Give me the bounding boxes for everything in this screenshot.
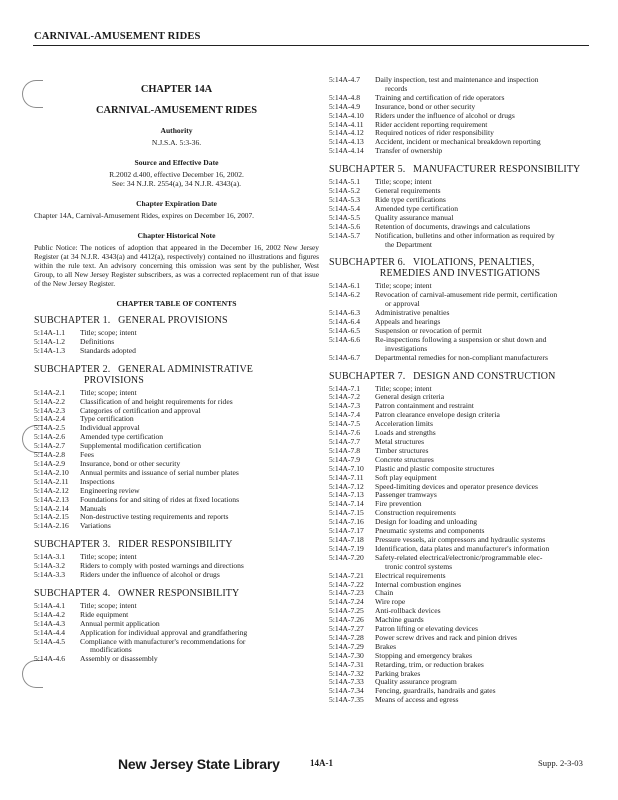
toc-entry-number: 5:14A-7.6 (329, 428, 361, 438)
toc-entry-title: Title; scope; intent (80, 600, 137, 610)
chapter-title: CHAPTER 14A (140, 84, 213, 95)
authority-text: N.J.S.A. 5:3-36. (151, 138, 202, 147)
toc-entry (329, 687, 591, 696)
toc-entry-number: 5:14A-4.5 (34, 636, 66, 646)
toc-entry-number: 5:14A-5.1 (329, 177, 361, 187)
toc-entry-title: Amended type certification (80, 432, 164, 442)
toc-entry-title: Non-destructive testing requirements and reports (80, 512, 229, 522)
expiration-heading: Chapter Expiration Date (136, 199, 217, 208)
toc-entry-title: Patron lifting or elevating devices (375, 624, 478, 634)
toc-entry-number: 5:14A-7.9 (329, 454, 361, 464)
toc-entry-title: Internal combustion engines (375, 579, 462, 589)
toc-entry (329, 385, 591, 394)
toc-entry (34, 513, 319, 522)
toc-entry-number: 5:14A-7.35 (329, 695, 364, 705)
toc-entry (34, 424, 319, 433)
toc-entry (329, 76, 591, 94)
toc-entry-number: 5:14A-3.1 (34, 552, 66, 562)
toc-entry (329, 607, 591, 616)
toc-entry-title: Pneumatic systems and components (375, 526, 485, 536)
toc-entry-number: 5:14A-7.16 (329, 517, 364, 527)
toc-entry-title: Design for loading and unloading (375, 517, 478, 527)
toc-entry (329, 670, 591, 679)
subchapter-heading: SUBCHAPTER 1. GENERAL PROVISIONS (34, 315, 228, 326)
toc-entry (34, 571, 319, 580)
toc-entry-number: 5:14A-4.1 (34, 600, 66, 610)
toc-entry-number: 5:14A-4.6 (34, 654, 66, 664)
toc-entry-title: Insurance, bond or other security (80, 458, 181, 468)
toc-entry-number: 5:14A-7.7 (329, 437, 361, 446)
toc-entry-title: Revocation of carnival-amusement ride permit, certification or approval (375, 290, 558, 309)
toc-entry-number: 5:14A-7.22 (329, 579, 364, 589)
toc-entry (329, 634, 591, 643)
subchapter-heading: SUBCHAPTER 7. DESIGN AND CONSTRUCTION (329, 370, 556, 382)
toc-entry-title: Ride type certifications (375, 194, 446, 204)
toc-entry (329, 491, 591, 500)
toc-entry-number: 5:14A-5.6 (329, 221, 361, 231)
toc-entry-number: 5:14A-1.3 (34, 345, 66, 355)
toc-entry-title: Title; scope; intent (80, 552, 137, 562)
toc-entry-number: 5:14A-7.1 (329, 383, 361, 393)
toc-entry (34, 611, 319, 620)
toc-entry-number: 5:14A-5.2 (329, 186, 361, 196)
toc-entry-title: Re-inspections following a suspension or shut down and investigations (375, 334, 547, 353)
toc-entry-title: Riders under the influence of alcohol or drugs (375, 110, 515, 120)
toc-entry-title: Classification of and height requirements for rides (80, 396, 233, 406)
toc-entry-number: 5:14A-2.16 (34, 521, 69, 531)
toc-entry-number: 5:14A-4.9 (329, 101, 361, 111)
toc-entry-number: 5:14A-2.9 (34, 458, 66, 468)
toc-entry (329, 336, 591, 354)
toc-entry-number: 5:14A-7.14 (329, 499, 364, 509)
toc-entry (329, 447, 591, 456)
toc-entry-title: Type certification (80, 414, 134, 424)
toc-entry-number: 5:14A-7.17 (329, 526, 364, 536)
toc-entry-title: Suspension or revocation of permit (375, 325, 482, 335)
toc-entry-title: Amended type certification (375, 203, 459, 213)
toc-entry-title: Concrete structures (375, 454, 434, 464)
toc-entry-number: 5:14A-7.25 (329, 606, 364, 616)
toc-entry-number: 5:14A-6.5 (329, 325, 361, 335)
toc-entry-number: 5:14A-5.5 (329, 212, 361, 222)
toc-entry-number: 5:14A-4.13 (329, 137, 364, 147)
toc-entry-number: 5:14A-4.14 (329, 146, 364, 156)
toc-entry-number: 5:14A-7.23 (329, 588, 364, 598)
subchapter-heading: SUBCHAPTER 6. VIOLATIONS, PENALTIES, REMEDIES AND INVESTIGATIONS (329, 257, 541, 280)
toc-entry-number: 5:14A-7.32 (329, 668, 364, 678)
toc-entry-title: General design criteria (375, 392, 445, 402)
toc-entry-title: Means of access and egress (375, 695, 459, 705)
chapter-name: CARNIVAL-AMUSEMENT RIDES (96, 105, 257, 116)
toc-entry-title: General requirements (375, 186, 441, 196)
toc-entry (329, 354, 591, 363)
toc-entry-title: Title; scope; intent (80, 387, 137, 397)
toc-entry-title: Patron containment and restraint (375, 401, 474, 411)
toc-entry (329, 178, 591, 187)
toc-entry (329, 598, 591, 607)
toc-entry-title: Application for individual approval and grandfathering (80, 627, 248, 637)
toc-entry-title: Identification, data plates and manufacturer's information (375, 543, 550, 553)
toc-entry-number: 5:14A-7.34 (329, 686, 364, 696)
right-toc (329, 164, 591, 713)
left-column (34, 78, 319, 672)
toc-entry (329, 429, 591, 438)
toc-entry-title: Acceleration limits (375, 419, 433, 429)
toc-entry-number: 5:14A-2.13 (34, 494, 69, 504)
toc-entry-number: 5:14A-7.2 (329, 392, 361, 402)
right-toc-continued (329, 76, 591, 156)
toc-entry (329, 554, 591, 572)
toc-entry-title: Accident, incident or mechanical breakdown reporting (375, 137, 541, 147)
toc-entry-title: Parking brakes (375, 668, 421, 678)
toc-entry (329, 187, 591, 196)
toc-entry-number: 5:14A-7.28 (329, 632, 364, 642)
toc-entry-title: Transfer of ownership (375, 146, 443, 156)
toc-entry-title: Inspections (80, 476, 115, 486)
toc-entry-number: 5:14A-1.1 (34, 328, 66, 337)
toc-entry-title: Retention of documents, drawings and calculations (375, 221, 531, 231)
toc-entry-number: 5:14A-4.10 (329, 110, 364, 120)
toc-entry-number: 5:14A-7.3 (329, 401, 361, 411)
toc-entry-title: Standards adopted (80, 345, 136, 355)
expiration-text: Chapter 14A, Carnival-Amusement Rides, expires on December 16, 2007. (34, 211, 255, 220)
toc-entry (329, 196, 591, 205)
toc-entry-number: 5:14A-5.7 (329, 230, 361, 240)
toc-entry-number: 5:14A-2.15 (34, 512, 69, 522)
toc-entry (329, 465, 591, 474)
toc-entry (34, 338, 319, 347)
toc-entry-title: Annual permit application (80, 618, 160, 628)
toc-entry-title: Riders to comply with posted warnings and directions (80, 561, 244, 571)
header-rule (33, 45, 589, 46)
source-line-1: R.2002 d.400, effective December 16, 2002. (109, 170, 244, 179)
toc-entry-number: 5:14A-7.18 (329, 534, 364, 544)
toc-entry-number: 5:14A-1.2 (34, 336, 66, 346)
toc-entry-number: 5:14A-7.33 (329, 677, 364, 687)
toc-entry-title: Appeals and hearings (375, 317, 441, 327)
subchapter-heading: SUBCHAPTER 2. GENERAL ADMINISTRATIVE PROVISIONS (34, 363, 253, 386)
toc-entry-number: 5:14A-6.6 (329, 334, 361, 344)
left-toc (34, 315, 319, 672)
toc-entry-title: Definitions (80, 336, 115, 346)
toc-entry-title: Required notices of rider responsibility (375, 128, 494, 138)
toc-entry-number: 5:14A-4.3 (34, 618, 66, 628)
toc-entry-number: 5:14A-7.12 (329, 481, 364, 491)
toc-entry-title: Daily inspection, test and maintenance and inspection records (375, 75, 539, 93)
toc-entry-title: Electrical requirements (375, 570, 446, 580)
toc-entry-number: 5:14A-7.10 (329, 463, 364, 473)
toc-entry-number: 5:14A-4.11 (329, 119, 364, 129)
toc-entry-number: 5:14A-6.4 (329, 317, 361, 327)
toc-entry-number: 5:14A-2.5 (34, 423, 66, 433)
toc-entry (34, 469, 319, 478)
toc-entry (34, 522, 319, 531)
toc-entry-title: Soft play equipment (375, 472, 437, 482)
toc-entry-title: Metal structures (375, 437, 425, 446)
toc-entry (34, 638, 319, 656)
source-line-2: See: 34 N.J.R. 2554(a), 34 N.J.R. 4343(a). (111, 179, 242, 188)
page-number: 14A-1 (310, 758, 333, 768)
toc-entry-number: 5:14A-2.3 (34, 405, 66, 415)
toc-entry (329, 205, 591, 214)
toc-entry-number: 5:14A-6.3 (329, 308, 361, 318)
toc-entry-number: 5:14A-2.1 (34, 387, 66, 397)
toc-entry-title: Plastic and plastic composite structures (375, 463, 495, 473)
toc-entry-title: Insurance, bond or other security (375, 101, 476, 111)
toc-entry-number: 5:14A-2.7 (34, 441, 66, 451)
toc-entry-title: Timber structures (375, 445, 429, 455)
toc-entry-title: Departmental remedies for non-compliant manufacturers (375, 352, 548, 362)
toc-entry-title: Ride equipment (80, 609, 129, 619)
toc-entry-title: Training and certification of ride operators (375, 92, 505, 102)
toc-entry-number: 5:14A-2.12 (34, 485, 69, 495)
toc-entry-title: Fees (80, 450, 94, 460)
subchapter-heading: SUBCHAPTER 3. RIDER RESPONSIBILITY (34, 539, 233, 551)
authority-heading: Authority (160, 126, 193, 135)
toc-entry-number: 5:14A-7.15 (329, 508, 364, 518)
toc-entry-title: Title; scope; intent (375, 177, 432, 187)
toc-entry (34, 602, 319, 611)
toc-entry-title: Notification, bulletins and other information as required by the Department (375, 230, 555, 249)
toc-entry-title: Categories of certification and approval (80, 405, 201, 415)
toc-entry (329, 291, 591, 309)
toc-entry (329, 661, 591, 670)
toc-entry (329, 420, 591, 429)
subchapter-heading: SUBCHAPTER 4. OWNER RESPONSIBILITY (34, 587, 240, 599)
toc-entry-number: 5:14A-4.7 (329, 75, 361, 84)
toc-entry-title: Pressure vessels, air compressors and hydraulic systems (375, 534, 546, 544)
toc-entry-number: 5:14A-7.11 (329, 472, 364, 482)
toc-entry-title: Title; scope; intent (375, 383, 432, 393)
toc-entry-title: Patron clearance envelope design criteria (375, 410, 500, 420)
toc-entry-number: 5:14A-7.21 (329, 570, 364, 580)
toc-entry-number: 5:14A-5.4 (329, 203, 361, 213)
toc-entry-number: 5:14A-7.31 (329, 659, 364, 669)
toc-entry-number: 5:14A-6.2 (329, 290, 361, 300)
toc-entry-number: 5:14A-7.30 (329, 650, 364, 660)
toc-entry-title: Title; scope; intent (80, 328, 137, 337)
toc-entry-number: 5:14A-2.8 (34, 450, 66, 460)
historical-heading: Chapter Historical Note (137, 231, 216, 240)
toc-entry-title: Passenger tramways (375, 490, 437, 500)
subchapter-heading: SUBCHAPTER 5. MANUFACTURER RESPONSIBILITY (329, 164, 581, 176)
toc-entry-title: Rider accident reporting requirement (375, 119, 488, 129)
toc-entry-title: Quality assurance manual (375, 212, 454, 222)
toc-entry-title: Foundations for and siting of rides at fixed locations (80, 494, 240, 504)
toc-entry (329, 232, 591, 250)
toc-entry-number: 5:14A-7.26 (329, 615, 364, 625)
toc-entry (34, 442, 319, 451)
toc-entry-title: Riders under the influence of alcohol or drugs (80, 570, 220, 580)
toc-entry-title: Title; scope; intent (375, 281, 432, 291)
source-heading: Source and Effective Date (134, 158, 219, 167)
toc-entry-title: Engineering review (80, 485, 140, 495)
library-watermark: New Jersey State Library (118, 756, 280, 772)
toc-entry-title: Fencing, guardrails, handrails and gates (375, 686, 496, 696)
toc-entry-title: Quality assurance program (375, 677, 457, 687)
toc-entry-title: Retarding, trim, or reduction brakes (375, 659, 484, 669)
toc-entry (329, 581, 591, 590)
toc-entry-title: Stopping and emergency brakes (375, 650, 473, 660)
toc-entry (329, 589, 591, 598)
running-head: CARNIVAL-AMUSEMENT RIDES (34, 31, 201, 42)
toc-entry-title: Power screw drives and rack and pinion drives (375, 632, 517, 642)
toc-entry (329, 438, 591, 447)
toc-entry (329, 138, 591, 147)
toc-entry-title: Compliance with manufacturer's recommendations for modifications (80, 636, 246, 655)
toc-entry-number: 5:14A-7.5 (329, 419, 361, 429)
toc-entry-title: Wire rope (375, 597, 406, 607)
toc-entry (34, 407, 319, 416)
toc-entry-number: 5:14A-4.4 (34, 627, 66, 637)
toc-entry (34, 329, 319, 338)
toc-entry-number: 5:14A-6.1 (329, 281, 361, 291)
toc-entry-title: Speed-limiting devices and operator presence devices (375, 481, 538, 491)
toc-entry-number: 5:14A-7.20 (329, 552, 364, 562)
toc-entry (329, 309, 591, 318)
toc-entry-number: 5:14A-7.4 (329, 410, 361, 420)
toc-entry (34, 415, 319, 424)
toc-entry-number: 5:14A-4.12 (329, 128, 364, 138)
toc-entry (329, 500, 591, 509)
toc-entry-number: 5:14A-2.4 (34, 414, 66, 424)
toc-entry (329, 696, 591, 705)
toc-entry-title: Fire prevention (375, 499, 422, 509)
toc-entry-title: Assembly or disassembly (80, 654, 158, 664)
toc-entry-number: 5:14A-2.2 (34, 396, 66, 406)
toc-entry-number: 5:14A-3.3 (34, 570, 66, 580)
toc-entry-number: 5:14A-2.11 (34, 476, 69, 486)
toc-entry-title: Chain (375, 588, 394, 598)
toc-entry-title: Brakes (375, 641, 397, 651)
toc-entry-number: 5:14A-7.19 (329, 543, 364, 553)
toc-entry-number: 5:14A-7.24 (329, 597, 364, 607)
toc-entry-title: Annual permits and issuance of serial number plates (80, 467, 239, 477)
toc-entry-title: Anti-rollback devices (375, 606, 441, 616)
toc-entry-number: 5:14A-4.8 (329, 92, 361, 102)
toc-entry-number: 5:14A-6.7 (329, 352, 361, 362)
toc-entry-title: Safety-related electrical/electronic/programmable elec- tronic control systems (375, 552, 543, 571)
toc-entry-number: 5:14A-2.6 (34, 432, 66, 442)
toc-entry-title: Supplemental modification certification (80, 441, 202, 451)
toc-entry (329, 411, 591, 420)
toc-entry-title: Administrative penalties (375, 308, 450, 318)
toc-heading: CHAPTER TABLE OF CONTENTS (116, 299, 237, 308)
toc-entry-title: Manuals (80, 503, 107, 513)
toc-entry-title: Construction requirements (375, 508, 456, 518)
supplement-date: Supp. 2-3-03 (538, 758, 583, 768)
toc-entry-number: 5:14A-4.2 (34, 609, 66, 619)
toc-entry-title: Individual approval (80, 423, 140, 433)
toc-entry (329, 147, 591, 156)
toc-entry (34, 655, 319, 664)
toc-entry-title: Variations (80, 521, 111, 531)
toc-entry-number: 5:14A-7.8 (329, 445, 361, 455)
toc-entry-number: 5:14A-7.27 (329, 624, 364, 634)
toc-entry-number: 5:14A-7.13 (329, 490, 364, 500)
toc-entry (34, 496, 319, 505)
toc-entry-number: 5:14A-2.10 (34, 467, 69, 477)
toc-entry-title: Loads and strengths (375, 428, 436, 438)
toc-entry-number: 5:14A-7.29 (329, 641, 364, 651)
toc-entry-title: Machine guards (375, 615, 424, 625)
toc-entry (329, 483, 591, 492)
toc-entry (34, 347, 319, 356)
toc-entry-number: 5:14A-5.3 (329, 194, 361, 204)
right-column (329, 76, 591, 713)
toc-entry-number: 5:14A-2.14 (34, 503, 69, 513)
toc-entry (34, 478, 319, 487)
historical-text: Public Notice: The notices of adoption that appeared in the December 16, 2002 New Jersey Register (at 34 N.J.R. 4343(a) and 4412(a), respectively) contained no illustrations and figures within the rule text. An advisory concerning this omission was sent by the publisher, West Group, to all New Jersey Register subscribers, as was a corrected replacement run of that issue of the New Jersey Register. (34, 243, 319, 288)
toc-entry-number: 5:14A-3.2 (34, 561, 66, 571)
